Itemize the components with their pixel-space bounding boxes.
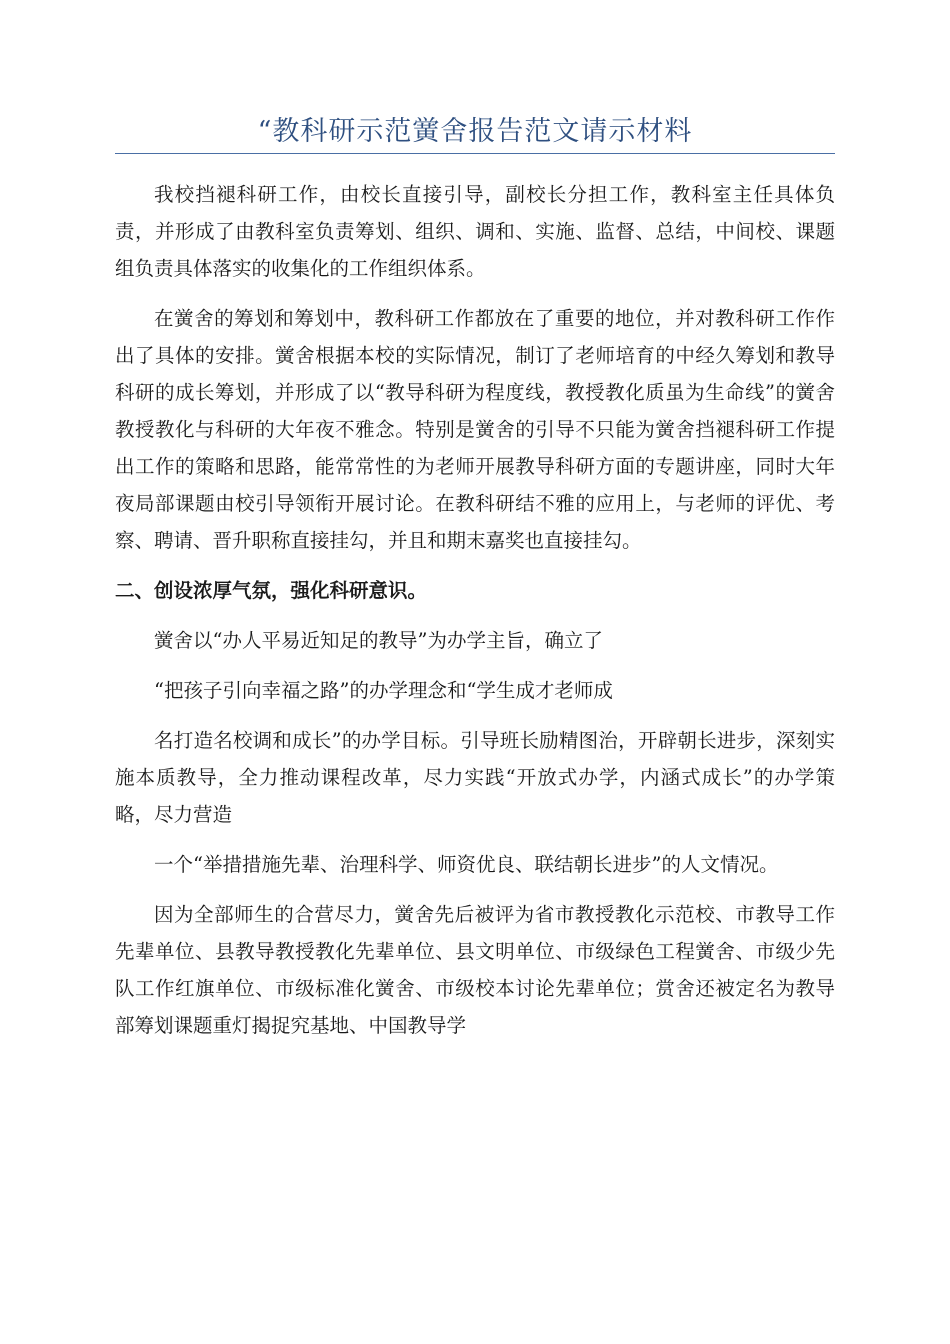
paragraph-gap <box>115 659 835 672</box>
section-heading: 二、创设浓厚气氛，强化科研意识。 <box>115 579 428 602</box>
paragraph: 因为全部师生的合营尽力，黉舍先后被评为省市教授教化示范校、市教导工作先辈单位、县教导教授教化先辈单位、县文明单位、市级绿色工程黉舍、市级少先队工作红旗单位、市级标准化黉舍、市级校本讨论先辈单位；赏舍还被定名为教导部筹划课题重灯揭捉究基地、中国教导学 <box>115 903 835 1037</box>
paragraph-gap <box>115 709 835 722</box>
paragraph-gap <box>115 287 835 300</box>
document-title: “教科研示范黉舍报告范文请示材料 <box>257 116 693 147</box>
paragraph-gap <box>115 559 835 572</box>
paragraph: 名打造名校调和成长”的办学目标。引导班长励精图治，开辟朝长进步，深刻实施本质教导，全力推动课程改革，尽力实践“开放式办学，内涵式成长”的办学策略，尽力营造 <box>115 729 835 826</box>
paragraph: 我校挡褪科研工作，由校长直接引导，副校长分担工作，教科室主任具体负责，并形成了由教科室负责筹划、组织、调和、实施、监督、总结，中间校、课题组负责具体落实的收集化的工作组织体系。 <box>115 183 835 280</box>
title-underline <box>115 153 835 154</box>
document-body <box>115 176 835 1044</box>
paragraph-gap <box>115 883 835 896</box>
paragraph-gap <box>115 833 835 846</box>
paragraph: “把孩子引向幸福之路”的办学理念和“学生成才老师成 <box>154 679 613 702</box>
paragraph-gap <box>115 609 835 622</box>
paragraph: 在黉舍的筹划和筹划中，教科研工作都放在了重要的地位，并对教科研工作作出了具体的安排。黉舍根据本校的实际情况，制订了老师培育的中经久筹划和教导科研的成长筹划，并形成了以“教导科研为程度线，教授教化质虽为生命线”的黉舍教授教化与科研的大年夜不雅念。特别是黉舍的引导不只能为黉舍挡褪科研工作提出工作的策略和思路，能常常性的为老师开展教导科研方面的专题讲座，同时大年夜局部课题由校引导领衔开展讨论。在教科研结不雅的应用上，与老师的评优、考察、聘请、晋升职称直接挂勾，并且和期末嘉奖也直接挂勾。 <box>115 307 835 552</box>
paragraph: 黉舍以“办人平易近知足的教导”为办学主旨，确立了 <box>154 629 603 652</box>
paragraph: 一个“举措措施先辈、治理科学、师资优良、联结朝长进步”的人文情况。 <box>154 853 779 876</box>
